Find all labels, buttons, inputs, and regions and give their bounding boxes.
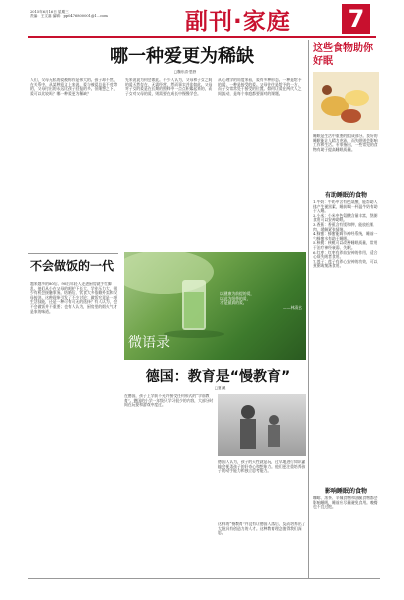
photo-feature xyxy=(124,252,306,360)
bottom-rule xyxy=(28,578,380,579)
sidebar-intro: 睡眠是生活中重要的组成部分。良好的睡眠能让人精力充沛，而失眠则会影响工作和生活。专家指出，一些常见的食物有助于提高睡眠质量。 xyxy=(313,134,378,152)
main-col-3: 从心理学的角度来看，爱有多种形态。一种是给予的爱，一种是接受的爱。父母往往是给予的一方，而子女常常处于接受的位置。如何让爱在两代人之间流动，是每个家庭都要面对的课题。 xyxy=(218,78,302,96)
sidebar-item-3: 3.香蕉：香蕉含有镁和钾，能放松肌肉，缓解紧张情绪。 xyxy=(313,221,374,232)
page-number: 7 xyxy=(342,4,370,34)
lower-col-1: 在德国，孩子上学前不允许接受任何形式的“学前教育”。德国的小学一年级只学习很少的内容，大部分时间在玩耍和游戏中度过。 xyxy=(124,394,214,408)
middle-left-body: 越来越多的80后、90后年轻人走进厨房就手忙脚乱。他们从小在父母的呵护下长大，学业压力大，很少有机会接触家务。结婚后，饮食大多依赖外卖和父母接济。这种现象引发了不少讨论：做饭究竟是一项生活技能，还是一种可有可无的选择？有人认为，会不会做饭并不重要；也有人认为，厨房里的烟火气才是家的味道。 xyxy=(30,282,118,314)
sidebar-items xyxy=(313,200,379,482)
lower-col-3: 这样的“慢教育”并没有让德国人落后，反而培养出了大批具有创造力的人才。这种教育理念值得我们深思。 xyxy=(218,522,306,536)
lower-photo xyxy=(218,394,306,456)
lower-byline: □夏溪 xyxy=(214,386,226,390)
main-col-2: 先来说说为何会如此。不少人认为，父母和子女之间的爱天然存在，无需经营，然而事实并非如此。父母对子女的爱是在长期的照料中一点点积累起来的，而子女对父母的爱，则需要在成长中慢慢学会。 xyxy=(125,78,213,96)
quote-line-2: 以此为纽带的爱， xyxy=(220,295,251,301)
section-title: 副刊·家庭 xyxy=(185,9,291,35)
quote-attribution: ——林清玄 xyxy=(283,304,302,310)
main-byline: □魏东清·思野 xyxy=(173,70,197,74)
sidebar-item-5: 5.核桃：核桃可以改善睡眠质量，常用于治疗神经衰弱、失眠。 xyxy=(313,240,378,250)
editor-line: 责编：王文嘉 编辑：pp0476800001@1...com xyxy=(30,14,108,19)
sidebar-sub-headline: 有助睡眠的食物 xyxy=(324,192,367,199)
masthead-rule xyxy=(28,36,376,38)
sidebar-headline: 这些食物助你好眠 xyxy=(313,43,373,67)
sidebar-item-2: 2.小米：小米中色氨酸含量丰富，熬粥食用可以安神助眠。 xyxy=(313,212,378,223)
vertical-rule xyxy=(308,40,309,578)
quote-line-1: 以健康为前提的爱， xyxy=(220,291,255,296)
quote-line-3: 才是最真的爱。 xyxy=(220,300,247,306)
sidebar-item-7: 7.莲子：莲子有养心安神的功效，可以煮粥或煲汤食用。 xyxy=(313,258,378,269)
sidebar-item-4: 4.蜂蜜：蜂蜜能调节神经系统，睡前一勺蜂蜜水有助于睡眠。 xyxy=(313,231,378,241)
sidebar-item-6: 6.红枣：红枣有养血安神的作用，适合心烦失眠者食用。 xyxy=(313,249,378,260)
section-rule-left xyxy=(28,253,118,254)
masthead-meta xyxy=(30,10,180,19)
lower-headline: 德国：教育是“慢教育” xyxy=(145,369,291,385)
quote-box xyxy=(220,292,302,310)
photo-caption-title: 微语录 xyxy=(128,335,170,351)
masthead xyxy=(0,0,404,40)
middle-left-headline: 不会做饭的一代 xyxy=(30,259,115,273)
main-headline: 哪一种爱更为稀缺 xyxy=(110,46,254,67)
lower-col-2: 德国人认为，孩子的天性就是玩，过早地进行知识灌输会扼杀孩子的好奇心和想象力。他们更注重培养孩子的动手能力和独立思考能力。 xyxy=(218,460,306,474)
sidebar-bottom-headline: 影响睡眠的食物 xyxy=(324,488,367,495)
sidebar-item-1: 1.牛奶：牛奶中含有色氨酸，能帮助人体产生褪黑素，睡前喝一杯温牛奶有助于入睡。 xyxy=(313,200,378,214)
sidebar-image xyxy=(313,72,379,130)
people-silhouette xyxy=(218,394,306,456)
food-illustration xyxy=(313,72,379,130)
date-line: 2015年6月16日 星期三 xyxy=(30,10,69,14)
sidebar-bottom-body: 咖啡、浓茶、辛辣食物和油腻食物都会影响睡眠，睡前应尽量避免食用。晚餐也不宜过饱。 xyxy=(313,496,378,510)
main-col-1: 人们，父母无私的爱被称作是伟大的。孩子却不然，在关系中，从某种意义上来说，爱与被爱总是不对等的，父母付出的永远比孩子回报的多。但细想之下，爱可以比较吗？哪一种爱更为稀缺？ xyxy=(30,78,118,96)
